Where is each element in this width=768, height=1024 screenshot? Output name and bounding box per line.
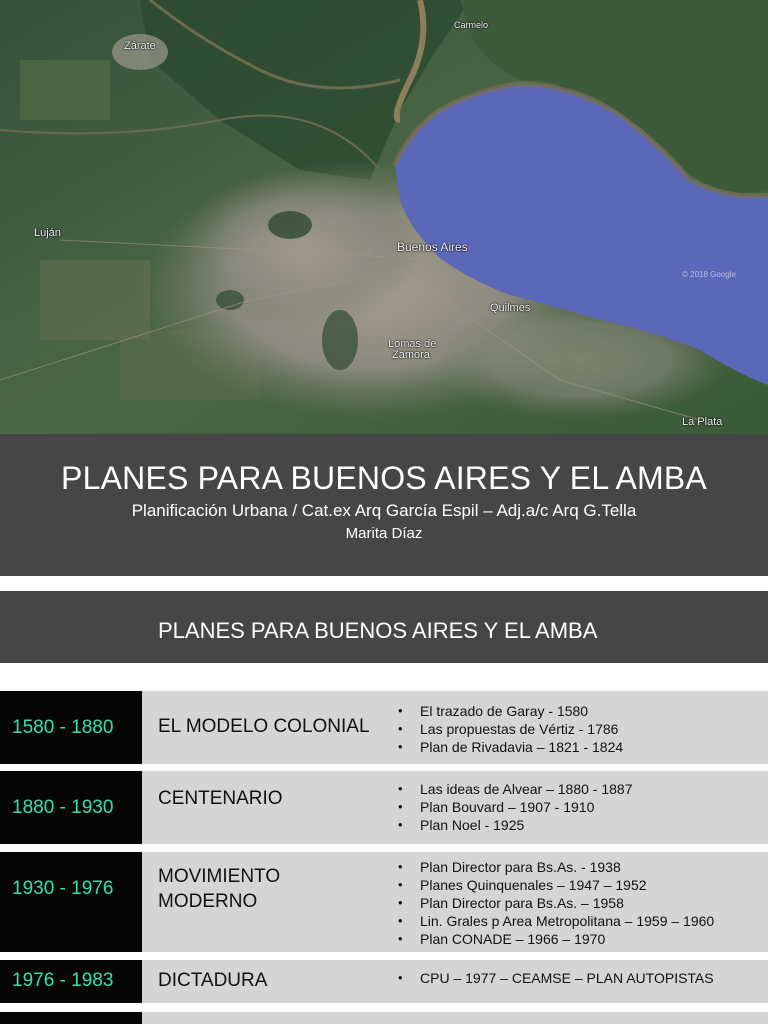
course-subtitle: Planificación Urbana / Cat.ex Arq García Espil – Adj.a/c Arq G.Tella — [131, 501, 637, 520]
list-item: • Plan Noel - 1925 — [398, 816, 633, 834]
list-item: • Plan de Rivadavia – 1821 - 1824 — [398, 738, 623, 756]
plan-list — [398, 969, 714, 987]
period-name: CENTENARIO — [158, 788, 283, 809]
list-item: • Las ideas de Alvear – 1880 - 1887 — [398, 780, 633, 798]
period-name: DICTADURA — [158, 970, 268, 991]
section-header — [0, 591, 768, 663]
timeline-row — [0, 691, 768, 764]
list-item: • CPU – 1977 – CEAMSE – PLAN AUTOPISTAS — [398, 969, 714, 987]
period-name: EL MODELO COLONIAL — [158, 716, 370, 737]
list-item: • Plan Director para Bs.As. - 1938 — [398, 858, 714, 876]
year-range: 1580 - 1880 — [12, 717, 114, 738]
period-cell — [142, 960, 768, 1003]
year-range-cell — [0, 1012, 142, 1024]
period-cell — [142, 852, 768, 952]
map-label-lomas-line2: Zamora — [392, 349, 430, 361]
list-item: • El trazado de Garay - 1580 — [398, 702, 623, 720]
timeline-row — [0, 852, 768, 952]
period-name-line2: MODERNO — [158, 891, 258, 912]
map-label-lujan: Luján — [34, 227, 61, 239]
list-item: • Plan CONADE – 1966 – 1970 — [398, 930, 714, 948]
timeline-row-partial — [0, 1012, 768, 1024]
period-name-line1: MOVIMIENTO — [158, 866, 281, 887]
year-range: 1880 - 1930 — [12, 797, 114, 818]
period-cell — [142, 1012, 768, 1024]
map-label-quilmes: Quilmes — [490, 302, 531, 314]
year-range: 1930 - 1976 — [12, 878, 114, 899]
timeline-row — [0, 771, 768, 844]
page-title: PLANES PARA BUENOS AIRES Y EL AMBA — [61, 460, 707, 496]
list-item: • Lin. Grales p Area Metropolitana – 1959 – 1960 — [398, 912, 714, 930]
author-name: Marita Díaz — [345, 525, 423, 542]
plan-list — [398, 780, 633, 834]
year-range-cell — [0, 691, 142, 764]
map-label-carmelo: Carmelo — [454, 20, 489, 30]
plan-list — [398, 858, 714, 948]
year-range-cell — [0, 852, 142, 952]
list-item: • Plan Bouvard – 1907 - 1910 — [398, 798, 633, 816]
map-label-la-plata: La Plata — [682, 416, 723, 428]
list-item: • Las propuestas de Vértiz - 1786 — [398, 720, 623, 738]
year-range: 1976 - 1983 — [12, 970, 114, 991]
satellite-map — [0, 0, 768, 434]
period-cell — [142, 771, 768, 844]
period-cell — [142, 691, 768, 764]
map-attribution: © 2018 Google — [682, 270, 736, 279]
plan-list — [398, 702, 623, 756]
section-title: PLANES PARA BUENOS AIRES Y EL AMBA — [158, 618, 598, 643]
map-label-lomas-line1: Lomas de — [388, 338, 437, 350]
list-item: • Planes Quinquenales – 1947 – 1952 — [398, 876, 714, 894]
map-label-buenos-aires: Buenos Aires — [397, 240, 468, 254]
title-banner — [0, 434, 768, 576]
map-terrain — [0, 0, 768, 434]
timeline-row — [0, 960, 768, 1003]
list-item: • Plan Director para Bs.As. – 1958 — [398, 894, 714, 912]
map-label-zarate: Zárate — [124, 40, 156, 52]
year-range-cell — [0, 771, 142, 844]
year-range-cell — [0, 960, 142, 1003]
